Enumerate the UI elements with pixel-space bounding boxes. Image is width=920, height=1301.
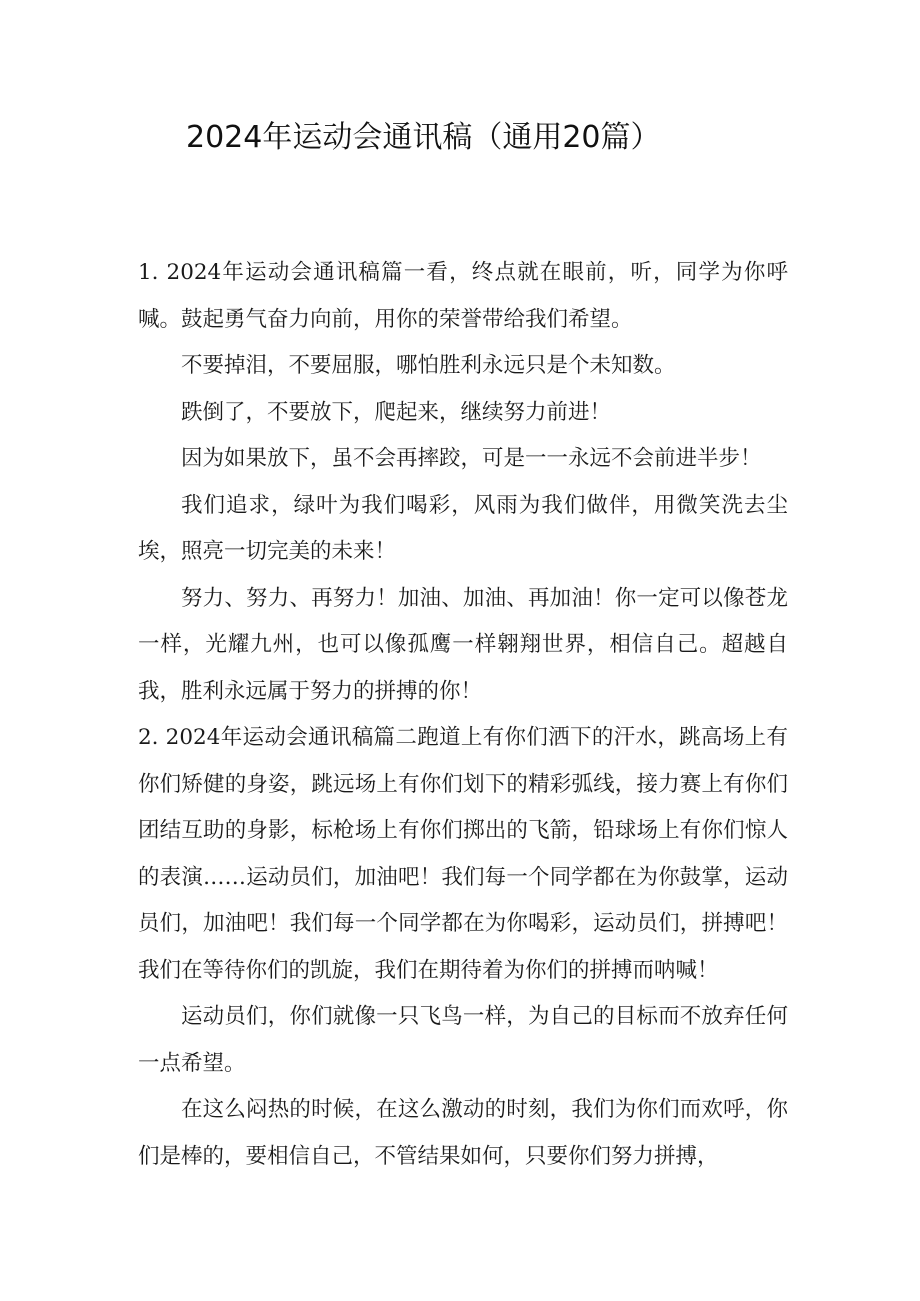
document-body: [138, 250, 788, 1180]
paragraph: 1. 2024年运动会通讯稿篇一看，终点就在眼前，听，同学为你呼喊。鼓起勇气奋力向前，用你的荣誉带给我们希望。: [138, 260, 788, 332]
paragraph: 我们追求，绿叶为我们喝彩，风雨为我们做伴，用微笑洗去尘埃，照亮一切完美的未来！: [138, 492, 788, 564]
paragraph: 跌倒了，不要放下，爬起来，继续努力前进！: [181, 399, 612, 425]
paragraph: 因为如果放下，虽不会再摔跤，可是一一永远不会前进半步！: [181, 446, 762, 471]
paragraph: 在这么闷热的时候，在这么激动的时刻，我们为你们而欢呼，你们是棒的，要相信自己，不管结果如何，只要你们努力拼搏，: [138, 1097, 788, 1169]
paragraph: 运动员们，你们就像一只飞鸟一样，为自己的目标而不放弃任何一点希望。: [138, 1004, 788, 1076]
paragraph: 2. 2024年运动会通讯稿篇二跑道上有你们洒下的汗水，跳高场上有你们矫健的身姿，跳远场上有你们划下的精彩弧线，接力赛上有你们团结互助的身影，标枪场上有你们掷出的飞箭，铅球场上有你们惊人的表演……运动员们，加油吧！我们每一个同学都在为你鼓掌，运动员们，加油吧！我们每一个同学都在为你喝彩，运动员们，拼搏吧！我们在等待你们的凯旋，我们在期待着为你们的拼搏而呐喊！: [138, 725, 788, 983]
document-title: 2024年运动会通讯稿（通用20篇）: [186, 120, 661, 155]
paragraph: 努力、努力、再努力！加油、加油、再加油！你一定可以像苍龙一样，光耀九州，也可以像孤鹰一样翱翔世界，相信自己。超越自我，胜利永远属于努力的拼搏的你！: [138, 585, 788, 704]
paragraph: 不要掉泪，不要屈服，哪怕胜利永远只是个未知数。: [181, 353, 676, 378]
